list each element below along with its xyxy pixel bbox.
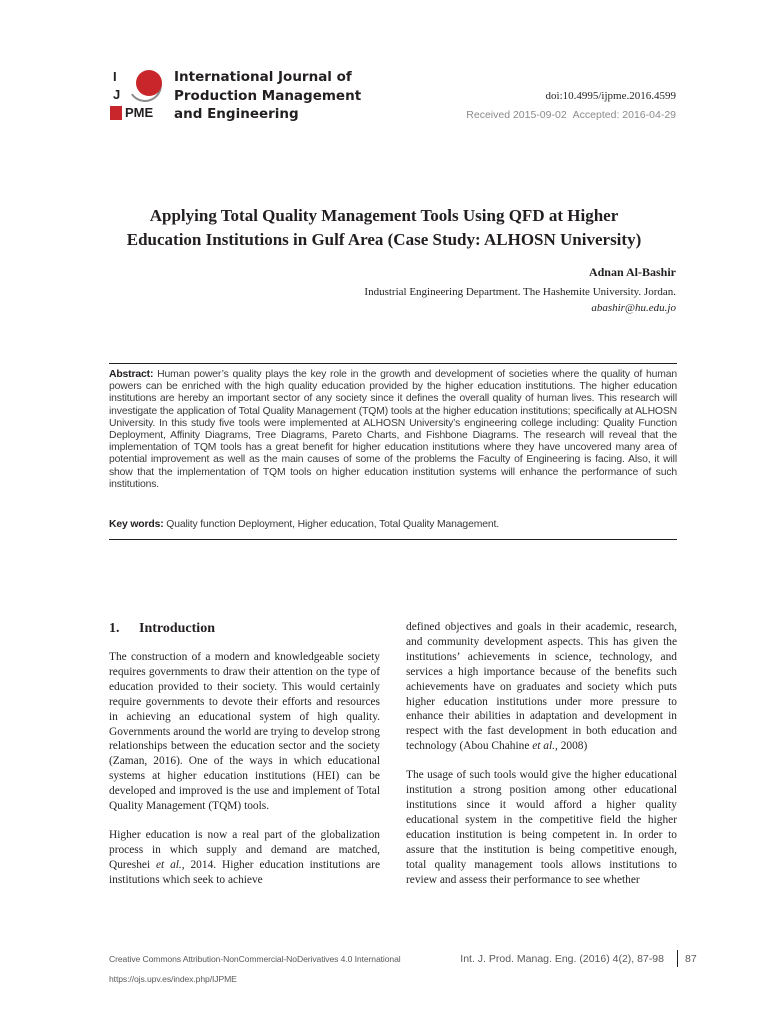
paragraph-text: Higher education is now a real part of the globalization process in which supply and demand are matched, Qureshei [109, 828, 380, 871]
doi: doi:10.4995/ijpme.2016.4599 [545, 90, 676, 102]
article-dates [466, 109, 676, 121]
body-paragraph: The construction of a modern and knowledgeable society requires governments to draw their attention on the type of education provided to their society. This would certainly require governments to devote their efforts and resources in achieving an educational system of high quality. Governments around the world are trying to develop strong relationships between the education sector and the society (Zaman, 2016). One of the ways in which educational systems at higher education institutions (HEI) can be developed and improved is the use and implement of Total Quality Management (TQM) tools. [109, 651, 380, 813]
author-name: Adnan Al-Bashir [588, 265, 676, 279]
journal-logo [110, 68, 162, 120]
journal-name [174, 68, 361, 124]
paragraph-text: , 2014. Higher education institutions are institutions which seek to achieve [109, 858, 380, 886]
logo-red-square [110, 106, 122, 120]
body-paragraph [406, 620, 677, 754]
body-paragraph [109, 828, 380, 888]
section-heading [109, 620, 215, 638]
keywords-text: Quality function Deployment, Higher education, Total Quality Management. [166, 519, 499, 530]
et-al: et al. [532, 740, 556, 753]
article-title [90, 204, 678, 252]
logo-letter-j: J [113, 87, 121, 102]
title-line: Education Institutions in Gulf Area (Case Study: ALHOSN University) [126, 230, 642, 249]
paragraph-text: , 2008) [555, 740, 588, 753]
keywords-label: Key words: [109, 519, 164, 530]
logo-letters-pme: PME [125, 105, 154, 120]
journal-name-line: and Engineering [174, 106, 299, 122]
page-number: 87 [685, 953, 697, 965]
citation: Int. J. Prod. Manag. Eng. (2016) 4(2), 87-98 [460, 953, 664, 965]
accepted-date: Accepted: 2016-04-29 [572, 109, 676, 121]
body-paragraph: The usage of such tools would give the higher educational institution a strong position among other educational institutions since it would afford a higher quality educational system in the competitive field the higher education institution is being competent in. In order to assure that the institution is being competitive enough, total quality management tools allows institutions to review and assess their performance to see whether [406, 769, 677, 886]
journal-name-line: Production Management [174, 87, 362, 104]
abstract-label: Abstract: [109, 369, 154, 380]
footer-divider [677, 950, 678, 967]
abstract [109, 369, 677, 491]
journal-name-line: International Journal of [174, 69, 352, 85]
et-al: et al. [155, 858, 182, 871]
abstract-bottom-rule [109, 539, 677, 540]
author-email[interactable]: abashir@hu.edu.jo [591, 302, 676, 314]
section-title: Introduction [139, 621, 215, 636]
abstract-text: Human power’s quality plays the key role in the growth and development of societies where the quality of human powers can be enriched with the high quality education provided by the higher education institutions. The higher education institutions are hereby an important sector of any society since it defines the overall quality of human lives. This research will investigate the application of Total Quality Management (TQM) tools at the higher education institutions; specifically at ALHOSN University. In this study five tools were implemented at ALHOSN University’s engineering college including: Quality Function Deployment, Affinity Diagrams, Tree Diagrams, Pareto Charts, and Fishbone Diagrams. The research will reveal that the implementation of TQM tools has a great benefit for higher education institutions where they have uncovered many area of potential improvement as well as the main causes of some of the problems the Faculty of Engineering is facing. Also, it will show that the implementation of TQM tools on higher education institution systems will enhance the performance of such institutions. [109, 369, 677, 490]
section-number: 1. [109, 621, 120, 636]
license-text: Creative Commons Attribution-NonCommercial-NoDerivatives 4.0 International [109, 954, 401, 964]
left-column [109, 650, 380, 902]
logo-red-circle [136, 70, 162, 96]
title-line: Applying Total Quality Management Tools Using QFD at Higher [149, 206, 619, 225]
abstract-top-rule [109, 363, 677, 364]
received-date: Received 2015-09-02 [466, 109, 567, 121]
logo-letter-i: I [113, 69, 117, 84]
keywords [109, 519, 677, 531]
author-affiliation: Industrial Engineering Department. The Hashemite University. Jordan. [364, 286, 676, 298]
paragraph-text: defined objectives and goals in their academic, research, and community development aspects. This has given the institutions’ achievements in science, technology, and services a high importance because of the benefits such achievements have on graduates and society which puts higher education institutions under more pressure to enhance their abilities in adaptation and development in respect with the fast development in both education and technology (Abou Chahine [406, 621, 677, 753]
right-column [406, 620, 677, 901]
journal-url[interactable]: https://ojs.upv.es/index.php/IJPME [109, 974, 237, 984]
